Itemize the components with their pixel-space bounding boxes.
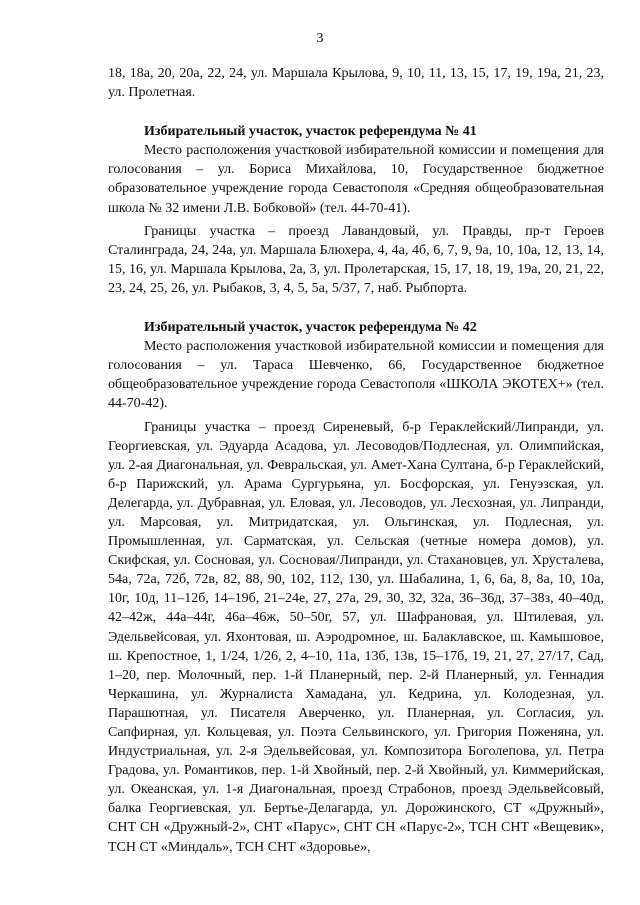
document-body: [108, 64, 604, 857]
section-42-location: Место расположения участковой избирательной комиссии и помещения для голосования – ул. Тараса Шевченко, 66, Государственное бюджетное общеобразовательное учреждение города Севастополя «ШКОЛА ЭКОТЕХ+» (тел. 44-70-42).: [108, 339, 604, 412]
section-41-location: Место расположения участковой избирательной комиссии и помещения для голосования – ул. Бориса Михайлова, 10, Государственное бюджетное образовательное учреждение города Севастополя «Средняя общеобразовательная школа № 32 имени Л.В. Бобковой» (тел. 44-70-41).: [108, 143, 604, 216]
section-42-borders: Границы участка – проезд Сиреневый, б-р Гераклейский/Липранди, ул. Георгиевская, ул. Эдуарда Асадова, ул. Лесоводов/Подлесная, ул. Олимпийская, ул. 2-ая Диагональная, ул. Февральская, ул. Амет-Хана Султана, б-р Гераклейский, б-р Парижский, ул. Арама Сургурьяна, ул. Босфорская, ул. Генуэзская, ул. Делегарда, ул. Дубравная, ул. Еловая, ул. Лесоводов, ул. Лесхозная, ул. Липранди, ул. Марсовая, ул. Митридатская, ул. Ольгинская, ул. Подлесная, ул. Промышленная, ул. Сарматская, ул. Сельская (четные номера домов), ул. Скифская, ул. Сосновая, ул. Сосновая/Липранди, ул. Стахановцев, ул. Хрусталева, 54а, 72а, 72б, 72в, 82, 88, 90, 102, 112, 130, ул. Шабалина, 1, 6, 6а, 8, 8а, 10, 10а, 10г, 10д, 11–12б, 14–19б, 21–24е, 27, 27а, 29, 30, 32, 32а, 36–36д, 37–38з, 40–40д, 42–42ж, 44а–44г, 46а–46ж, 50–50г, 57, ул. Шафрановая, ул. Штилевая, ул. Эдельвейсовая, ул. Яхонтовая, ш. Аэродромное, ш. Балаклавское, ш. Камышовое, ш. Крепостное, 1, 1/24, 1/26, 2, 4–10, 11а, 13б, 13в, 15–17б, 19, 21, 27, 27/17, Сад, 1–20, пер. Молочный, пер. 1-й Планерный, пер. 2-й Планерный, ул. Геннадия Черкашина, ул. Журналиста Хамадана, ул. Кедрина, ул. Колодезная, ул. Парашютная, ул. Писателя Аверченко, ул. Планерная, ул. Согласия, ул. Сапфирная, ул. Кольцевая, ул. Поэта Сельвинского, ул. Григория Поженяна, ул. Индустриальная, ул. 2-я Эдельвейсовая, ул. Композитора Боголепова, ул. Петра Градова, ул. Романтиков, пер. 1-й Хвойный, пер. 2-й Хвойный, ул. Киммерийская, ул. Океанская, ул. 1-я Диагональная, проезд Страбонов, проезд Эдельвейсовый, балка Георгиевская, ул. Бертье-Делагарда, ул. Дорожинского, СТ «Дружный», СНТ СН «Дружный-2», СНТ «Парус», СНТ СН «Парус-2», ТСН СНТ «Вещевик», ТСН СТ «Миндаль», ТСН СНТ «Здоровье»,: [108, 419, 604, 855]
continuation-paragraph: 18, 18а, 20, 20а, 22, 24, ул. Маршала Крылова, 9, 10, 11, 13, 15, 17, 19, 19а, 21, 23, ул. Пролетная.: [108, 66, 604, 101]
section-42-heading: Избирательный участок, участок референдума № 42: [144, 320, 477, 336]
section-41-borders: Границы участка – проезд Лавандовый, ул. Правды, пр-т Героев Сталинграда, 24, 24а, ул. Маршала Блюхера, 4, 4а, 4б, 6, 7, 9, 9а, 10, 10а, 12, 13, 14, 15, 16, ул. Маршала Крылова, 2а, 3, ул. Пролетарская, 15, 17, 18, 19, 19а, 20, 21, 22, 23, 24, 25, 26, ул. Рыбаков, 3, 4, 5, 5а, 5/37, 7, наб. Рыбпорта.: [108, 223, 604, 296]
section-41-heading: Избирательный участок, участок референдума № 41: [144, 124, 477, 140]
page-number: 3: [316, 31, 324, 46]
